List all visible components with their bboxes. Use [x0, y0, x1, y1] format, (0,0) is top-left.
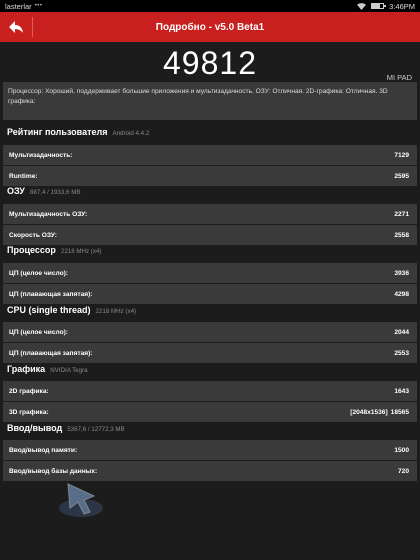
result-row — [3, 343, 417, 363]
notification-dots: ••• — [34, 3, 43, 9]
device-name: MI PAD — [386, 73, 412, 82]
app-bar — [0, 12, 420, 42]
row-label: Runtime: — [9, 172, 38, 180]
row-value: 2595 — [394, 172, 409, 180]
section-title: Рейтинг пользователя — [7, 127, 108, 137]
row-value: 1500 — [394, 446, 409, 454]
row-value-group — [350, 409, 409, 416]
app-bar-divider — [32, 17, 33, 37]
result-row — [3, 322, 417, 342]
row-label: Скорость ОЗУ: — [9, 231, 57, 239]
row-label: ЦП (целое число): — [9, 269, 69, 277]
section-header-ram — [3, 186, 417, 202]
section-header-user-rating — [3, 127, 417, 143]
row-label: 2D графика: — [9, 387, 49, 395]
result-row — [3, 166, 417, 186]
result-row — [3, 145, 417, 165]
result-row — [3, 402, 417, 422]
section-title: Процессор — [7, 245, 56, 255]
row-label: Мультизадачность: — [9, 151, 73, 159]
back-button[interactable] — [0, 12, 32, 42]
clock: 3:46PM — [389, 1, 415, 11]
carrier-label: lasterlar — [5, 1, 32, 11]
row-label: ЦП (плавающая запятая): — [9, 349, 93, 357]
score-description: Процессор: Хороший, поддерживает большие приложения и мультизадачность. ОЗУ: Отличная. 2D-графика: Отличная. 3D графика: — [3, 82, 417, 120]
row-value: 7129 — [394, 151, 409, 159]
section-subtitle: Android 4.4.2 — [112, 130, 150, 137]
section-header-cpu-single-thread — [3, 305, 417, 321]
result-row — [3, 284, 417, 304]
row-label: ЦП (плавающая запятая): — [9, 290, 93, 298]
battery-icon — [371, 3, 384, 9]
row-value: 18565 — [390, 408, 409, 416]
row-label: Ввод/вывод памяти: — [9, 446, 78, 454]
wifi-icon — [357, 3, 366, 10]
section-subtitle: 887,4 / 1933,6 MB — [29, 189, 81, 196]
row-value: 2271 — [394, 210, 409, 218]
result-row — [3, 263, 417, 283]
row-value: 4298 — [394, 290, 409, 298]
section-subtitle: 2218 MHz (x4) — [95, 308, 137, 315]
watermark-logo-icon — [54, 478, 108, 522]
result-row — [3, 225, 417, 245]
row-value: 2044 — [394, 328, 409, 336]
section-header-io — [3, 423, 417, 439]
row-value: 1643 — [394, 387, 409, 395]
section-title: Графика — [7, 364, 46, 374]
row-label: Мультизадачность ОЗУ: — [9, 210, 88, 218]
section-subtitle: 2218 MHz (x4) — [60, 248, 102, 255]
row-value: 3936 — [394, 269, 409, 277]
result-row — [3, 204, 417, 224]
row-label: 3D графика: — [9, 408, 49, 416]
section-title: Ввод/вывод — [7, 423, 63, 433]
status-bar — [0, 0, 420, 12]
row-value: 2553 — [394, 349, 409, 357]
result-row — [3, 440, 417, 460]
section-subtitle: NVIDIA Tegra — [50, 367, 88, 374]
section-header-graphics — [3, 364, 417, 380]
row-label: Ввод/вывод базы данных: — [9, 467, 98, 475]
total-score: 49812 — [163, 45, 257, 81]
row-value: 720 — [397, 467, 409, 475]
section-title: ОЗУ — [7, 186, 25, 196]
row-label: ЦП (целое число): — [9, 328, 69, 336]
back-arrow-icon — [9, 21, 23, 33]
section-header-cpu — [3, 245, 417, 261]
section-title: CPU (single thread) — [7, 305, 91, 315]
row-resolution: [2048x1536] — [350, 408, 388, 416]
score-area — [0, 42, 420, 82]
page-title: Подробно - v5.0 Beta1 — [155, 21, 265, 33]
result-row — [3, 381, 417, 401]
row-value: 2558 — [394, 231, 409, 239]
section-subtitle: 5367,6 / 12772,3 MB — [67, 426, 125, 433]
